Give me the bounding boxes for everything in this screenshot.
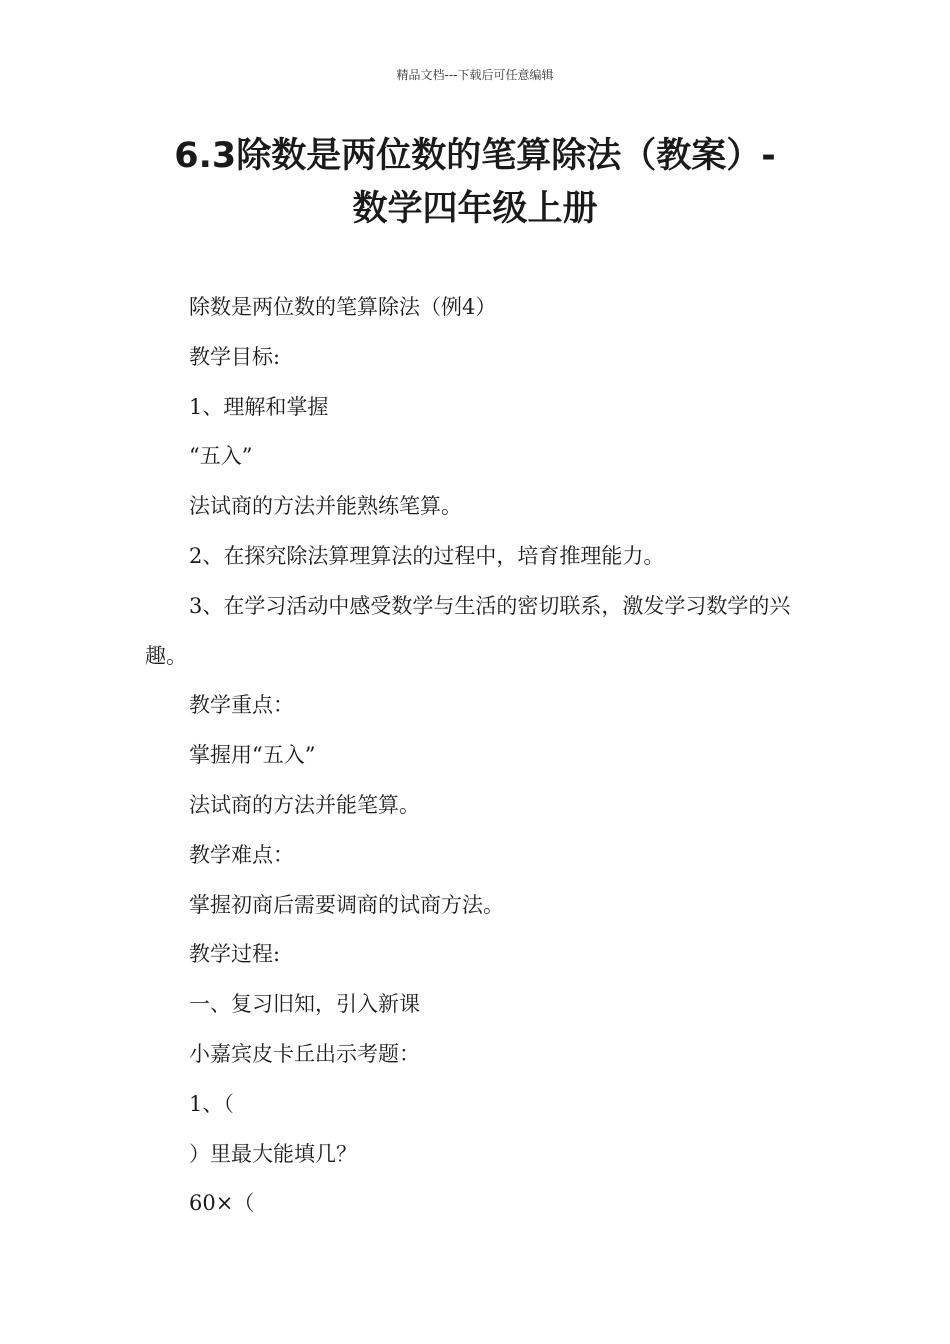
title-line-1: 6.3除数是两位数的笔算除法（教案）- <box>174 136 776 176</box>
paragraph-quiz-intro: 小嘉宾皮卡丘出示考题： <box>189 1041 420 1066</box>
paragraph-lesson-topic: 除数是两位数的笔算除法（例4） <box>189 295 497 319</box>
paragraph-difficulty: 掌握初商后需要调商的试商方法。 <box>189 892 504 917</box>
page-header: 精品文档---下载后可任意编辑 <box>396 68 554 82</box>
paragraph-difficulty-heading: 教学难点： <box>189 842 294 867</box>
paragraph-objective-1-cont: 法试商的方法并能熟练笔算。 <box>189 494 462 519</box>
paragraph-quiz-item-1: 1、（ <box>189 1091 234 1116</box>
paragraph-objective-1: 1、理解和掌握 <box>189 394 329 419</box>
paragraph-key-points-heading: 教学重点： <box>189 693 294 718</box>
document-title <box>100 130 850 236</box>
paragraph-objective-1-quote: “五入” <box>189 444 253 469</box>
paragraph-objective-3: 3、在学习活动中感受数学与生活的密切联系，激发学习数学的兴趣。 <box>145 593 791 668</box>
paragraph-key-point-cont: 法试商的方法并能笔算。 <box>189 792 420 817</box>
paragraph-quiz-expression: 60×（ <box>189 1191 255 1216</box>
paragraph-key-point: 掌握用“五入” <box>189 743 316 768</box>
paragraph-quiz-question: ）里最大能填几？ <box>189 1141 357 1166</box>
title-line-2: 数学四年级上册 <box>352 189 598 229</box>
paragraph-process-heading: 教学过程: <box>189 942 281 967</box>
paragraph-objective-2: 2、在探究除法算理算法的过程中，培育推理能力。 <box>189 543 665 568</box>
document-body <box>145 283 810 1229</box>
paragraph-section-1: 一、复习旧知，引入新课 <box>189 992 420 1017</box>
paragraph-objectives-heading: 教学目标: <box>189 344 281 369</box>
